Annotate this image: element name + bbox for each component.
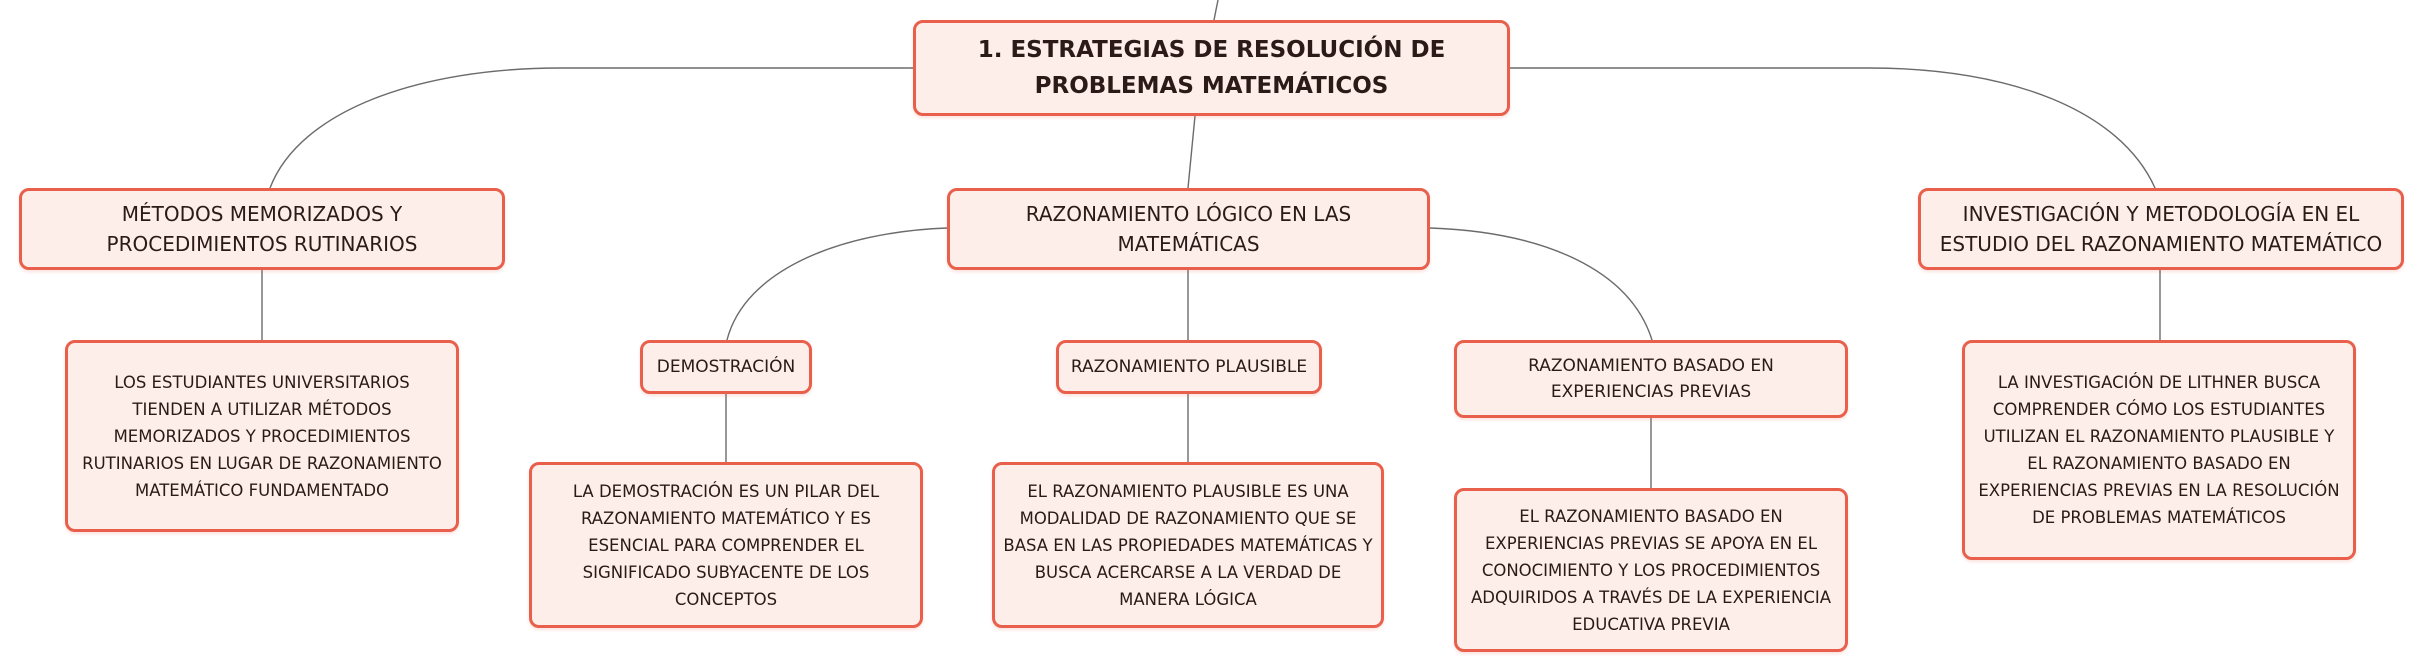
- detail-metodos-memorizados-text: LOS ESTUDIANTES UNIVERSITARIOS TIENDEN A UTILIZAR MÉTODOS MEMORIZADOS Y PROCEDIMIENTOS RUTINARIOS EN LUGAR DE RAZONAMIENTO MATEMÁTICO FUNDAMENTADO: [82, 372, 442, 500]
- connector-root-right: [1510, 68, 2155, 188]
- detail-razonamiento-plausible[interactable]: [992, 462, 1384, 628]
- subtopic-demostracion-label: DEMOSTRACIÓN: [656, 357, 796, 377]
- detail-razonamiento-plausible-text: EL RAZONAMIENTO PLAUSIBLE ES UNA MODALIDAD DE RAZONAMIENTO QUE SE BASA EN LAS PROPIEDADES MATEMÁTICAS Y BUSCA ACERCARSE A LA VERDAD DE MANERA LÓGICA: [1003, 481, 1373, 609]
- branch-investigacion-metodologia[interactable]: [1918, 188, 2404, 270]
- connector-center-demostracion: [727, 228, 947, 340]
- detail-investigacion-lithner-text: LA INVESTIGACIÓN DE LITHNER BUSCA COMPRENDER CÓMO LOS ESTUDIANTES UTILIZAN EL RAZONAMIENTO PLAUSIBLE Y EL RAZONAMIENTO BASADO EN EXPERIENCIAS PREVIAS EN LA RESOLUCIÓN DE PROBLEMAS MATEMÁTICOS: [1978, 373, 2340, 527]
- connector-root-center: [1188, 116, 1195, 188]
- branch-razonamiento-logico[interactable]: [947, 188, 1430, 270]
- connector-center-experiencias: [1430, 228, 1652, 340]
- detail-experiencias-previas-text: EL RAZONAMIENTO BASADO EN EXPERIENCIAS PREVIAS SE APOYA EN EL CONOCIMIENTO Y LOS PROCEDIMIENTOS ADQUIRIDOS A TRAVÉS DE LA EXPERIENCIA EDUCATIVA PREVIA: [1470, 506, 1832, 634]
- branch-metodos-memorizados-label: MÉTODOS MEMORIZADOS Y PROCEDIMIENTOS RUTINARIOS: [106, 202, 418, 256]
- branch-razonamiento-logico-label: RAZONAMIENTO LÓGICO EN LAS MATEMÁTICAS: [1025, 202, 1352, 256]
- branch-investigacion-metodologia-label: INVESTIGACIÓN Y METODOLOGÍA EN EL ESTUDIO DEL RAZONAMIENTO MATEMÁTICO: [1939, 202, 2383, 256]
- subtopic-experiencias-previas[interactable]: [1454, 340, 1848, 418]
- connector-root-parent: [1214, 0, 1218, 20]
- detail-investigacion-lithner[interactable]: [1962, 340, 2356, 560]
- root-topic[interactable]: [913, 20, 1510, 116]
- detail-metodos-memorizados[interactable]: [65, 340, 459, 532]
- subtopic-razonamiento-plausible-label: RAZONAMIENTO PLAUSIBLE: [1070, 357, 1308, 377]
- subtopic-experiencias-previas-label: RAZONAMIENTO BASADO EN EXPERIENCIAS PREVIAS: [1528, 356, 1774, 402]
- root-topic-label: 1. ESTRATEGIAS DE RESOLUCIÓN DE PROBLEMAS MATEMÁTICOS: [977, 37, 1446, 99]
- detail-demostracion-text: LA DEMOSTRACIÓN ES UN PILAR DEL RAZONAMIENTO MATEMÁTICO Y ES ESENCIAL PARA COMPRENDER EL SIGNIFICADO SUBYACENTE DE LOS CONCEPTOS: [572, 481, 880, 609]
- subtopic-razonamiento-plausible[interactable]: [1056, 340, 1322, 394]
- detail-experiencias-previas[interactable]: [1454, 488, 1848, 652]
- subtopic-demostracion[interactable]: [640, 340, 812, 394]
- connector-root-left: [270, 68, 913, 188]
- branch-metodos-memorizados[interactable]: [19, 188, 505, 270]
- detail-demostracion[interactable]: [529, 462, 923, 628]
